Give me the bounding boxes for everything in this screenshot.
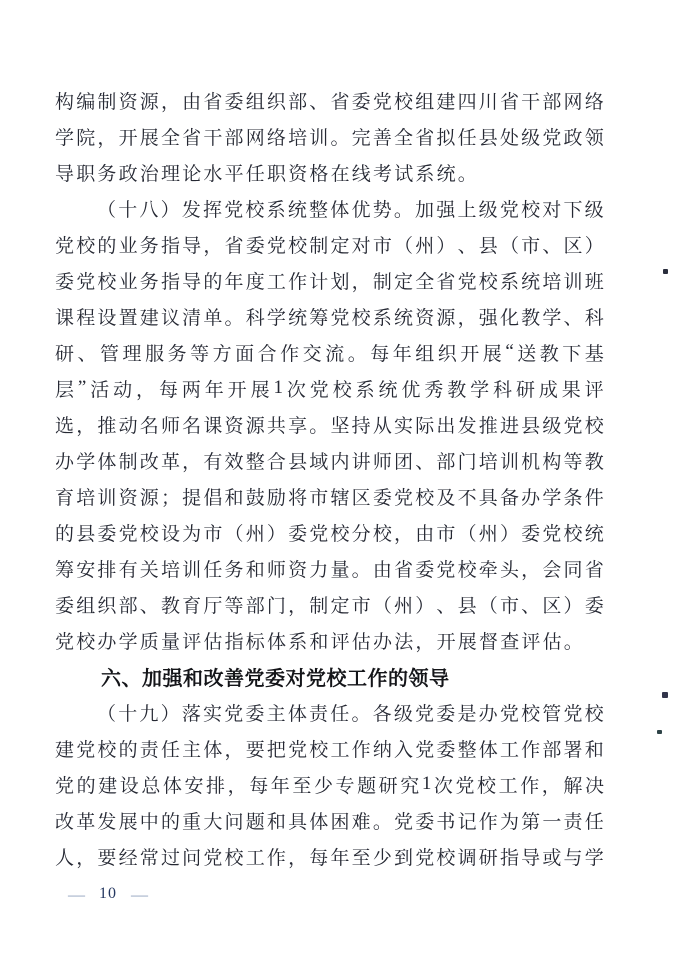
text-line: 党校办学质量评估指标体系和评估办法，开展督查评估。 xyxy=(55,631,586,653)
text-line: 的 县 委 党 校 设 为 市 （ 州 ） 委 党 校 分 校 ， 由 市 （ 州 ） 委 党 校 统 xyxy=(55,523,604,545)
text-line: 课 程 设 置 建 议 清 单 。 科 学 统 筹 党 校 系 统 资 源 ， 强 化 教 学 、 科 xyxy=(55,307,604,329)
page-number: 10 xyxy=(99,885,117,902)
text-line: （ 十 八 ） 发 挥 党 校 系 统 整 体 优 势 。 加 强 上 级 党 校 对 下 级 xyxy=(97,199,604,221)
text-line: 委 党 校 业 务 指 导 的 年 度 工 作 计 划 ， 制 定 全 省 党 校 系 统 培 训 班 xyxy=(55,271,604,293)
page-footer xyxy=(68,885,148,903)
text-line: 党 的 建 设 总 体 安 排 ， 每 年 至 少 专 题 研 究 1 次 党 校 工 作 ， 解 决 xyxy=(55,773,604,797)
text-line: 人 ， 要 经 常 过 问 党 校 工 作 ， 每 年 至 少 到 党 校 调 研 指 导 或 与 学 xyxy=(55,847,604,869)
text-line: 筹 安 排 有 关 培 训 任 务 和 师 资 力 量 。 由 省 委 党 校 牵 头 ， 会 同 省 xyxy=(55,559,604,581)
text-line: 委 组 织 部 、 教 育 厅 等 部 门 ， 制 定 市 （ 州 ） 、 县 （ 市 、 区 ） 委 xyxy=(55,595,604,617)
footer-dash-left: — xyxy=(68,884,85,904)
text-line: （ 十 九 ） 落 实 党 委 主 体 责 任 。 各 级 党 委 是 办 党 校 管 党 校 xyxy=(97,703,604,725)
text-line: 改 革 发 展 中 的 重 大 问 题 和 具 体 困 难 。 党 委 书 记 作 为 第 一 责 任 xyxy=(55,811,604,833)
text-line: 选 ， 推 动 名 师 名 课 资 源 共 享 。 坚 持 从 实 际 出 发 推 进 县 级 党 校 xyxy=(55,415,604,437)
text-line: 办 学 体 制 改 革 ， 有 效 整 合 县 域 内 讲 师 团 、 部 门 培 训 机 构 等 教 xyxy=(55,451,604,473)
text-line: 构 编 制 资 源 ， 由 省 委 组 织 部 、 省 委 党 校 组 建 四 川 省 干 部 网 络 xyxy=(55,91,604,113)
text-block xyxy=(55,82,604,874)
text-line: 学 院 ， 开 展 全 省 干 部 网 络 培 训 。 完 善 全 省 拟 任 县 处 级 党 政 领 xyxy=(55,127,604,149)
text-line: 育 培 训 资 源 ； 提 倡 和 鼓 励 将 市 辖 区 委 党 校 及 不 具 备 办 学 条 件 xyxy=(55,487,604,509)
text-line: 建 党 校 的 责 任 主 体 ， 要 把 党 校 工 作 纳 入 党 委 整 体 工 作 部 署 和 xyxy=(55,739,604,761)
ink-speck xyxy=(663,269,668,274)
text-line: 层 ” 活 动 ， 每 两 年 开 展 1 次 党 校 系 统 优 秀 教 学 科 研 成 果 评 xyxy=(55,377,604,401)
ink-speck xyxy=(662,692,668,698)
section-heading: 六、加强和改善党委对党校工作的领导 xyxy=(101,667,450,690)
text-line: 研 、 管 理 服 务 等 方 面 合 作 交 流 。 每 年 组 织 开 展 “ 送 教 下 基 xyxy=(55,341,604,365)
text-line: 党 校 的 业 务 指 导 ， 省 委 党 校 制 定 对 市 （ 州 ） 、 县 （ 市 、 区 ） xyxy=(55,235,604,257)
footer-dash-right: — xyxy=(131,884,148,904)
ink-speck xyxy=(657,730,662,734)
text-line: 导职务政治理论水平任职资格在线考试系统。 xyxy=(55,163,480,185)
